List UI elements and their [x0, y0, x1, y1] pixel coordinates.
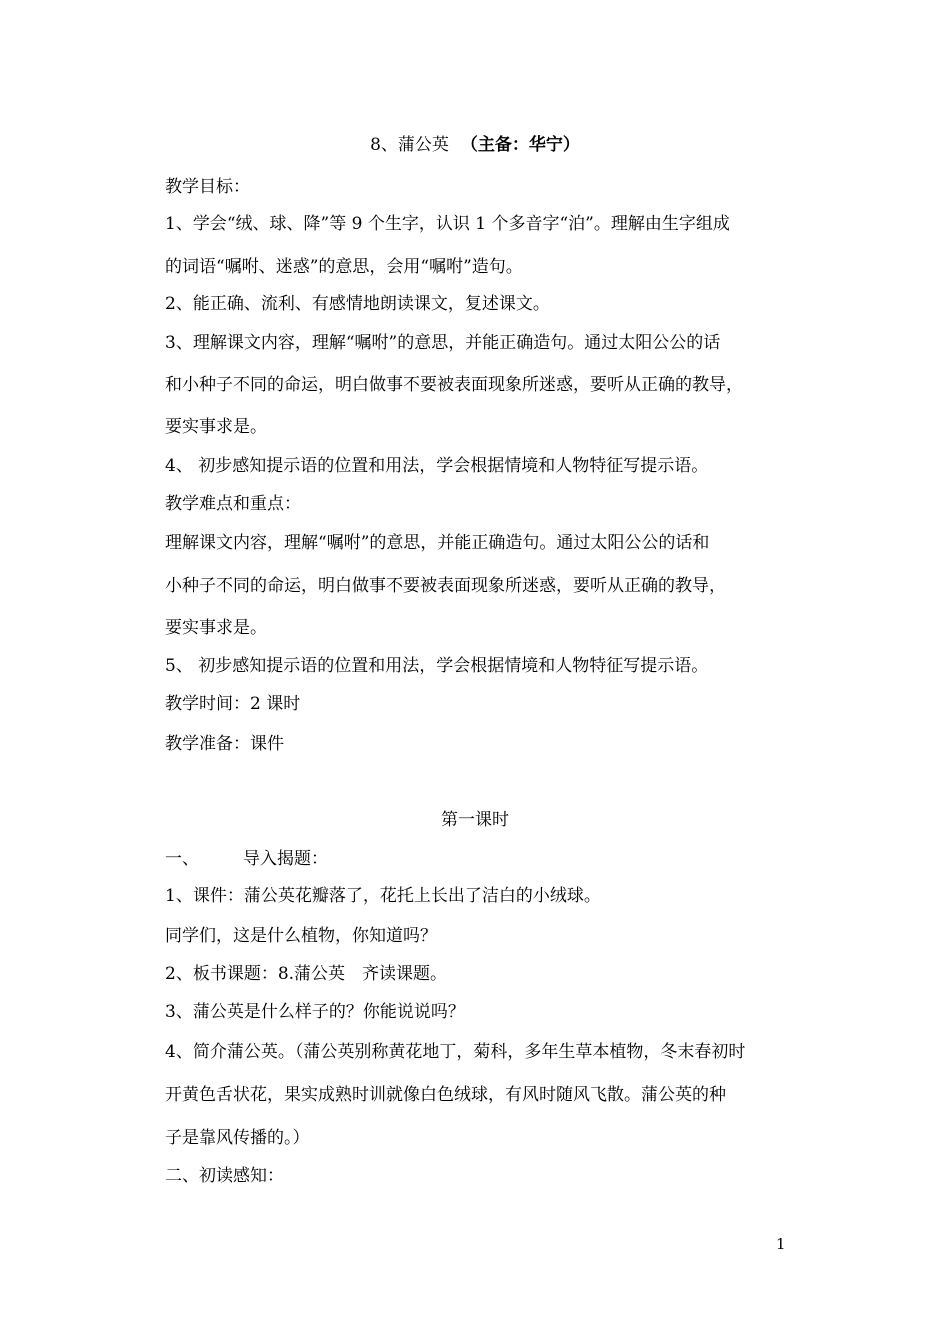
text-line: 理解课文内容，理解“嘱咐”的意思，并能正确造句。通过太阳公公的话和	[165, 533, 710, 553]
text-line: 教学准备：课件	[165, 734, 284, 754]
part-heading-text: 导入揭题：	[243, 849, 328, 869]
title-author: （主备：华宁）	[460, 135, 580, 155]
text-line: 小种子不同的命运，明白做事不要被表面现象所迷惑，要听从正确的教导，	[165, 576, 726, 596]
text-line: 二、初读感知：	[165, 1166, 284, 1186]
text-line: 教学目标：	[165, 177, 250, 197]
text-line: 和小种子不同的命运，明白做事不要被表面现象所迷惑，要听从正确的教导，	[165, 375, 743, 395]
text-line: 要实事求是。	[165, 618, 267, 638]
text-line: 同学们，这是什么植物，你知道吗？	[165, 926, 437, 946]
text-line: 教学难点和重点：	[165, 494, 301, 514]
text-line: 1、学会“绒、球、降”等 9 个生字，认识 1 个多音字“泊”。理解由生字组成	[165, 214, 730, 234]
text-line: 的词语“嘱咐、迷惑”的意思，会用“嘱咐”造句。	[165, 257, 523, 277]
part-heading	[165, 848, 328, 870]
text-line: 2、板书课题：8.蒲公英 齐读课题。	[165, 964, 448, 984]
text-line: 3、蒲公英是什么样子的？你能说说吗？	[165, 1002, 465, 1022]
document-title	[0, 134, 950, 156]
section-title: 第一课时	[441, 810, 509, 830]
text-line: 开黄色舌状花，果实成熟时训就像白色绒球，有风时随风飞散。蒲公英的种	[165, 1085, 726, 1105]
text-line: 要实事求是。	[165, 417, 267, 437]
text-line: 2、能正确、流利、有感情地朗读课文，复述课文。	[165, 294, 550, 314]
text-line: 3、理解课文内容，理解“嘱咐”的意思，并能正确造句。通过太阳公公的话	[165, 333, 721, 353]
text-line: 教学时间：2 课时	[165, 694, 301, 714]
text-line: 4、简介蒲公英。（蒲公英别称黄花地丁，菊科，多年生草本植物，冬末春初时	[165, 1042, 746, 1062]
part-number: 一、	[165, 849, 199, 869]
title-main: 8、蒲公英	[370, 135, 449, 155]
text-line: 4、 初步感知提示语的位置和用法，学会根据情境和人物特征写提示语。	[165, 456, 709, 476]
text-line: 子是靠风传播的。）	[165, 1128, 310, 1148]
text-line: 1、课件：蒲公英花瓣落了，花托上长出了洁白的小绒球。	[165, 886, 601, 906]
text-line: 5、 初步感知提示语的位置和用法，学会根据情境和人物特征写提示语。	[165, 656, 709, 676]
page-number: 1	[776, 1235, 786, 1253]
